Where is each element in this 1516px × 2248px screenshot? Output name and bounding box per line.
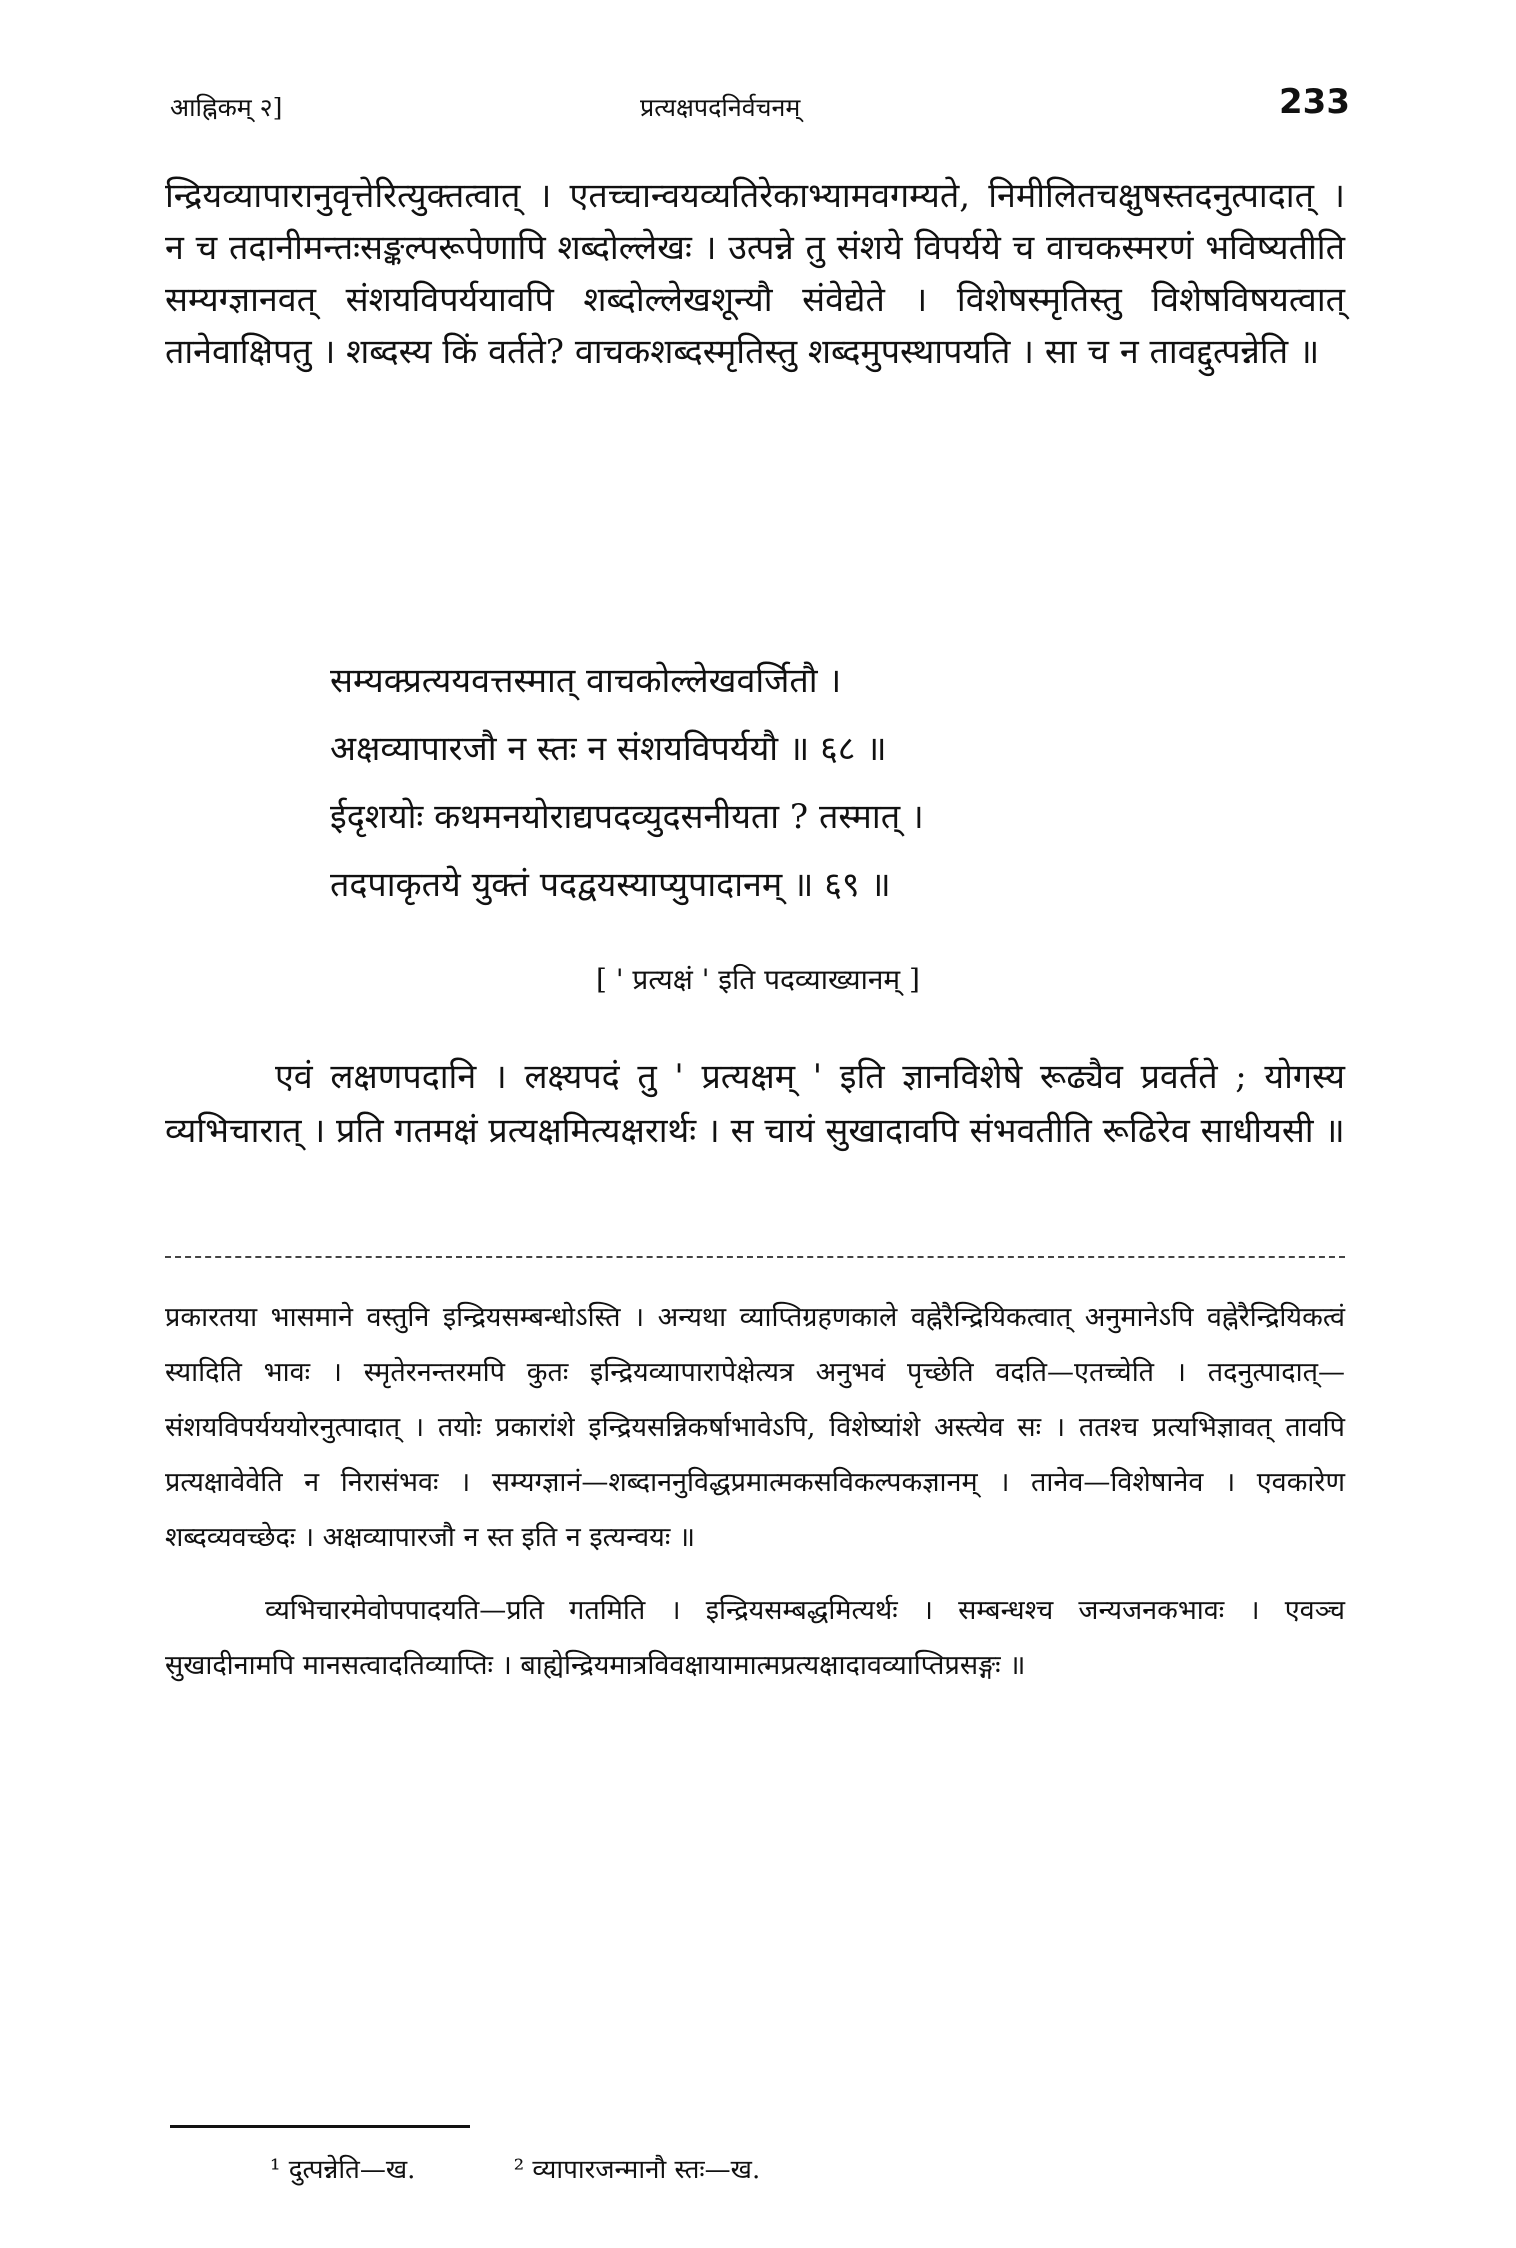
- header-title: प्रत्यक्षपदनिर्वचनम्: [640, 93, 801, 122]
- footnote-2: ² व्यापारजन्मानौ स्तः—ख.: [513, 2155, 761, 2185]
- commentary-block: [165, 1290, 1345, 1711]
- verse-line: तदपाकृतये युक्तं पदद्वयस्याप्युपादानम् ॥ ६९ ॥: [330, 865, 891, 905]
- verse-line: सम्यक्प्रत्ययवत्तस्मात् वाचकोल्लेखवर्जितौ ।: [330, 661, 842, 701]
- section-heading: [ ' प्रत्यक्षं ' इति पदव्याख्यानम् ]: [596, 963, 920, 996]
- main-text-block: [165, 170, 1345, 378]
- main-paragraph-2: एवं लक्षणपदानि । लक्ष्यपदं तु ' प्रत्यक्षम् ' इति ज्ञानविशेषे रूढ्यैव प्रवर्तते ; योगस्य व्यभिचारात् । प्रति गतमक्षं प्रत्यक्षमित्यक्षरार्थः । स चायं सुखादावपि संभवतीति रूढिरेव साधीयसी ॥: [165, 1057, 1345, 1151]
- page-number: 233: [1279, 82, 1350, 122]
- main-paragraph: न्द्रियव्यापारानुवृत्तेरित्युक्तत्वात् । एतच्चान्वयव्यतिरेकाभ्यामवगम्यते, निमीलितचक्षुषस्तदनुत्पादात् । न च तदानीमन्तःसङ्कल्परूपेणापि शब्दोल्लेखः । उत्पन्ने तु संशये विपर्यये च वाचकस्मरणं भविष्यतीति सम्यग्ज्ञानवत् संशयविपर्ययावपि शब्दोल्लेखशून्यौ संवेद्येते । विशेषस्मृतिस्तु विशेषविषयत्वात् तानेवाक्षिपतु । शब्दस्य किं वर्तते? वाचकशब्दस्मृतिस्तु शब्दमुपस्थापयति । सा च न तावद्दुत्पन्नेति ॥: [165, 176, 1345, 372]
- footnotes: [270, 2150, 1270, 2190]
- verse-line: ईदृशयोः कथमनयोराद्यपदव्युदसनीयता ? तस्मात् ।: [330, 797, 924, 837]
- running-header: [170, 82, 1350, 132]
- verse-line: अक्षव्यापारजौ न स्तः न संशयविपर्ययौ ॥ ६८ ॥: [330, 729, 887, 769]
- commentary-divider: [165, 1256, 1345, 1258]
- footnote-rule: [170, 2125, 470, 2128]
- commentary-paragraph: प्रकारतया भासमाने वस्तुनि इन्द्रियसम्बन्धोऽस्ति । अन्यथा व्याप्तिग्रहणकाले वह्नेरैन्द्रियिकत्वात् अनुमानेऽपि वह्नेरैन्द्रियिकत्वं स्यादिति भावः । स्मृतेरनन्तरमपि कुतः इन्द्रियव्यापारापेक्षेत्यत्र अनुभवं पृच्छेति वदति—एतच्चेति । तदनुत्पादात्—संशयविपर्यययोरनुत्पादात् । तयोः प्रकारांशे इन्द्रियसन्निकर्षाभावेऽपि, विशेष्यांशे अस्त्येव सः । ततश्च प्रत्यभिज्ञावत् तावपि प्रत्यक्षावेवेति न निरासंभवः । सम्यग्ज्ञानं—शब्दाननुविद्धप्रमात्मकसविकल्पकज्ञानम् । तानेव—विशेषानेव । एवकारेण शब्दव्यवच्छेदः । अक्षव्यापारजौ न स्त इति न इत्यन्वयः ॥: [165, 1302, 1345, 1553]
- header-chapter: आह्निकम् २]: [170, 93, 283, 122]
- main-text-block-2: [165, 1050, 1345, 1158]
- commentary-paragraph: व्यभिचारमेवोपपादयति—प्रति गतमिति । इन्द्रियसम्बद्धमित्यर्थः । सम्बन्धश्च जन्यजनकभावः । एवञ्च सुखादीनामपि मानसत्वादतिव्याप्तिः । बाह्येन्द्रियमात्रविवक्षायामात्मप्रत्यक्षादावव्याप्तिप्रसङ्गः ॥: [165, 1595, 1345, 1681]
- verse-block: [330, 650, 1330, 922]
- footnote-1: ¹ दुत्पन्नेति—ख.: [270, 2155, 416, 2185]
